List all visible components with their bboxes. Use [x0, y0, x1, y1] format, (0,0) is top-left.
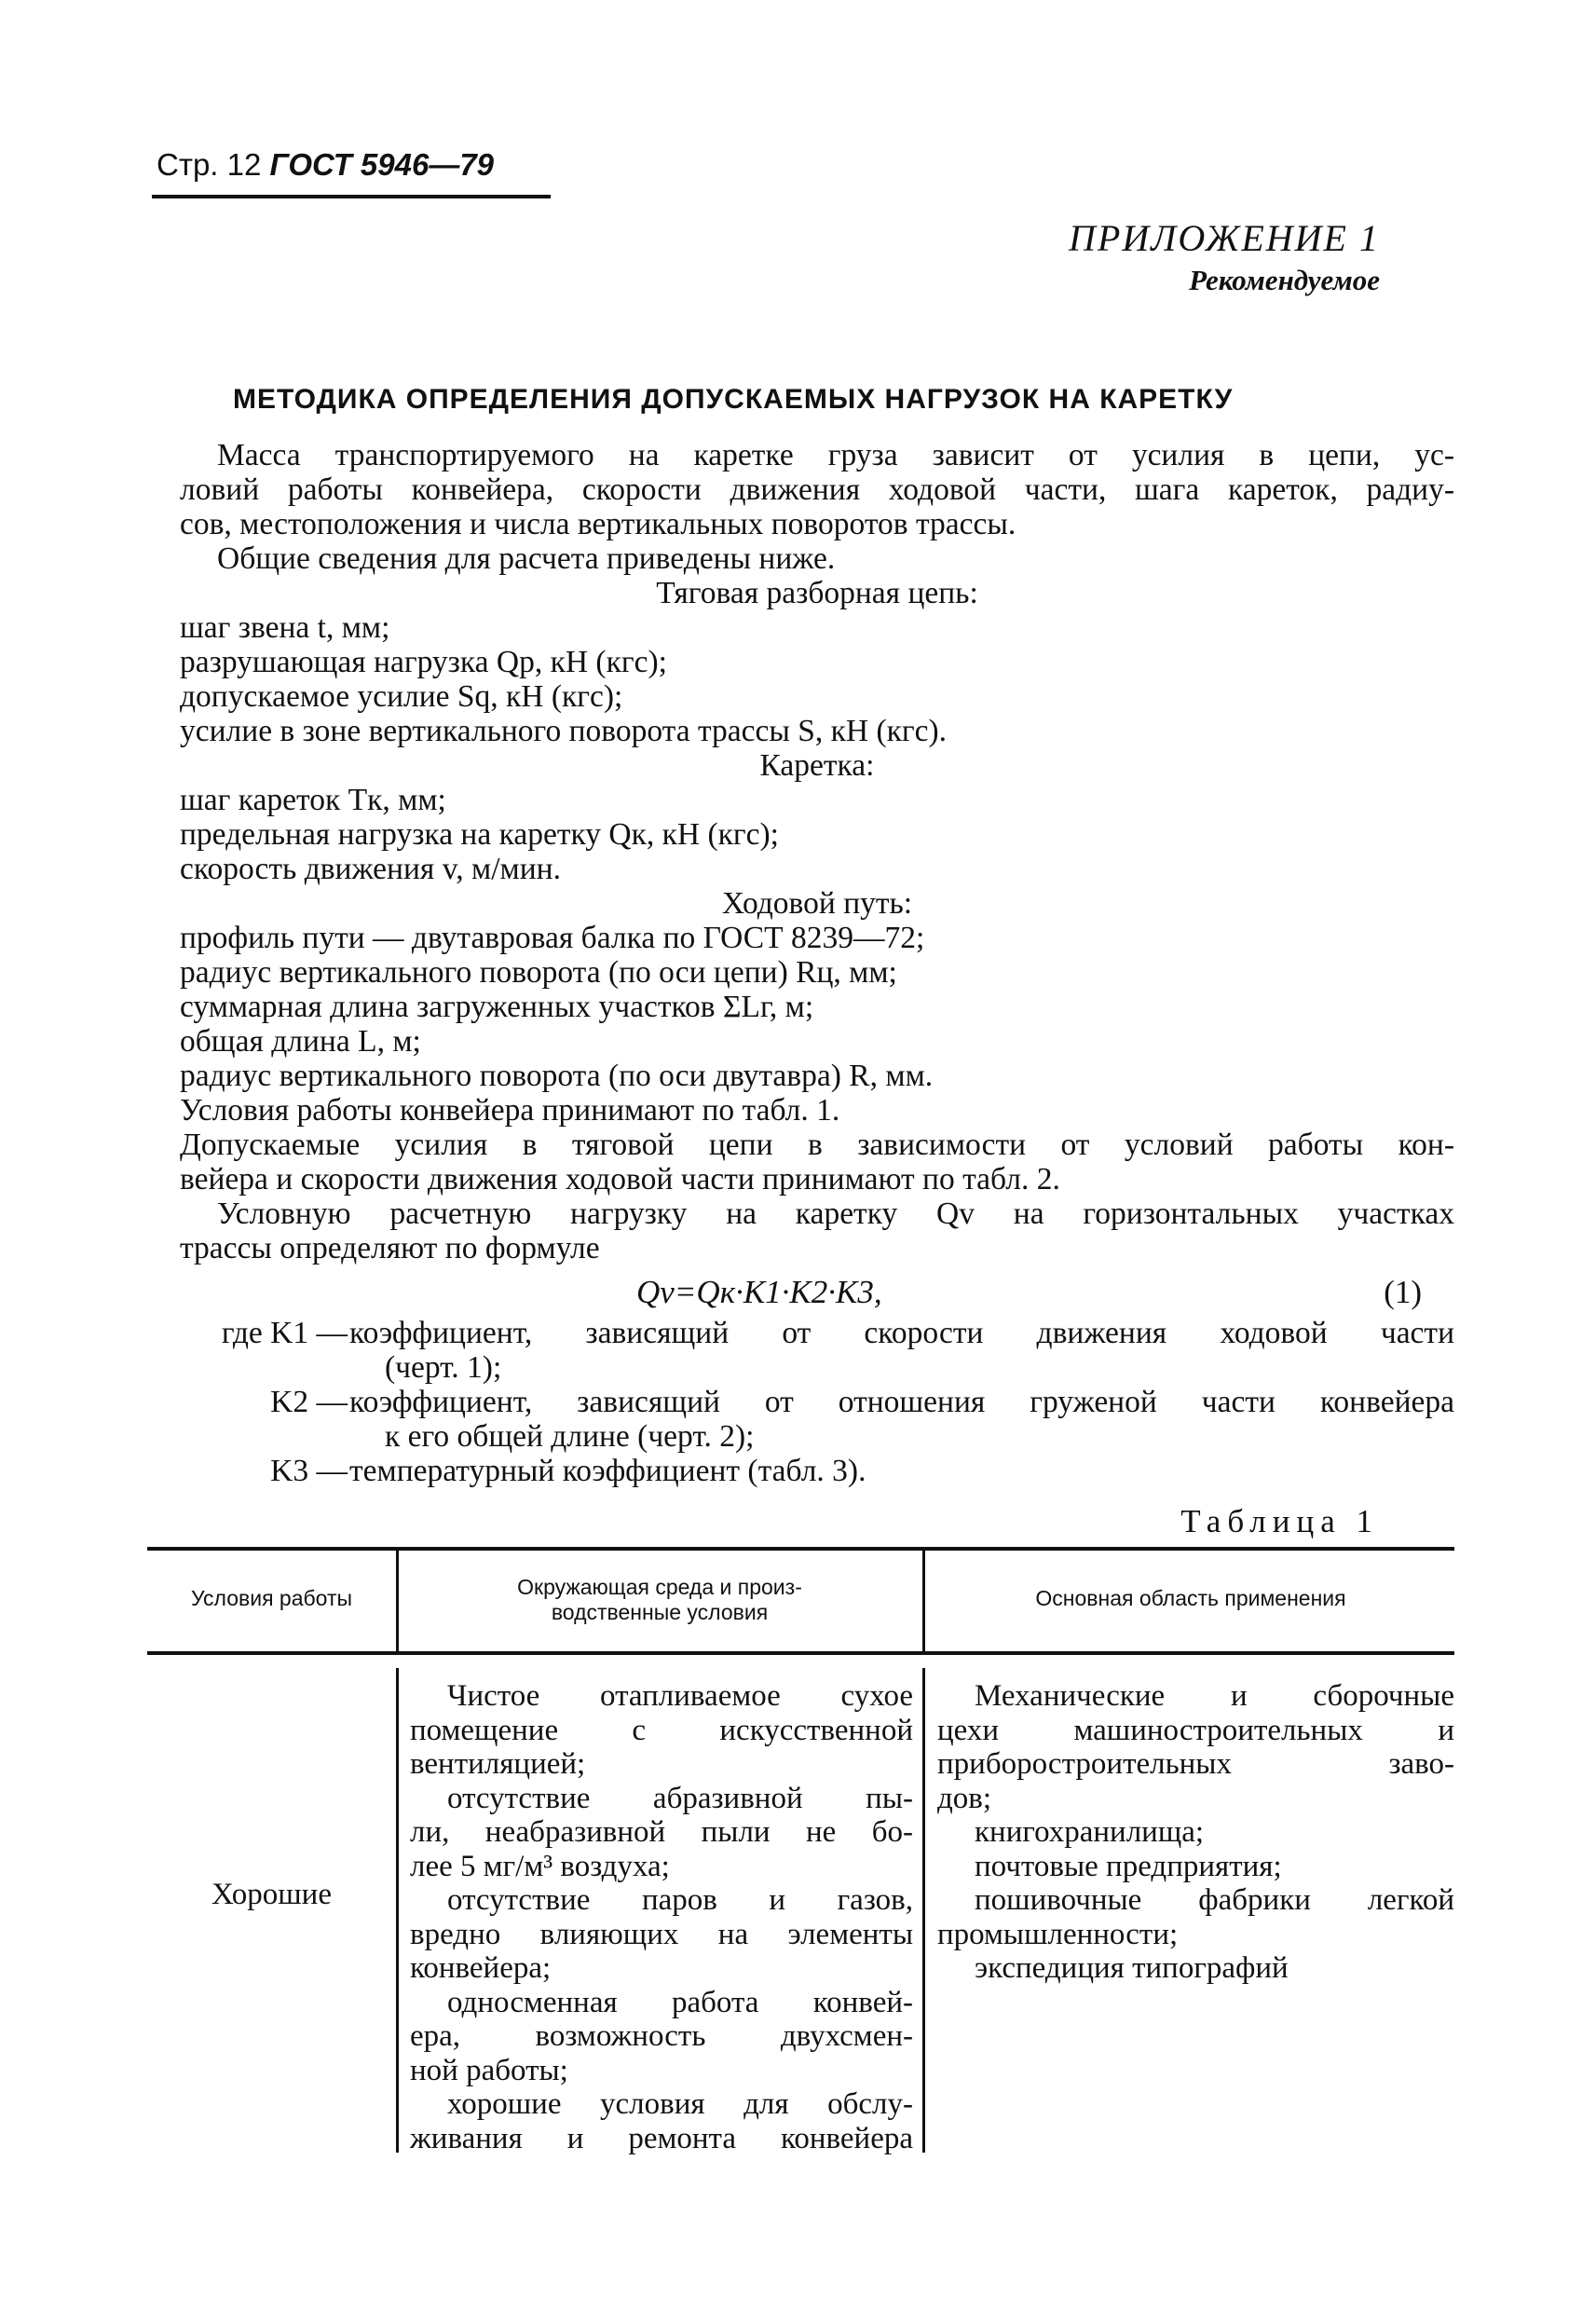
- where-k3: [180, 1454, 1454, 1488]
- track-item: радиус вертикального поворота (по оси двутавра) R, мм.: [180, 1059, 934, 1093]
- env-line: ера, возможность двухсмен-: [410, 2019, 913, 2053]
- table-divider: [922, 1551, 925, 1651]
- paragraph-line: вейера и скорости движения ходовой части принимают по табл. 2.: [180, 1162, 1060, 1197]
- track-item: общая длина L, м;: [180, 1024, 421, 1059]
- header-environment-line: Окружающая среда и произ-: [517, 1575, 802, 1599]
- area-line: экспедиция типографий: [975, 1951, 1289, 1985]
- table-title: Таблица 1: [1180, 1503, 1379, 1539]
- intro-line: Масса транспортируемого на каретке груза зависит от усилия в цепи, ус-: [217, 438, 1454, 472]
- env-line: Чистое отапливаемое сухое: [447, 1679, 913, 1713]
- k1-continuation: (черт. 1);: [385, 1350, 502, 1385]
- intro-line: сов, местоположения и числа вертикальных поворотов трассы.: [180, 507, 1016, 541]
- chain-item: допускаемое усилие Sq, кН (кгс);: [180, 679, 623, 714]
- cell-environment: [410, 1679, 913, 2155]
- area-line: Механические и сборочные: [975, 1679, 1454, 1713]
- header-application: Основная область применения: [1035, 1586, 1346, 1610]
- env-line: отсутствие паров и газов,: [447, 1883, 913, 1917]
- table-divider: [396, 1668, 399, 2153]
- header-conditions: Условия работы: [190, 1586, 353, 1610]
- track-heading: Ходовой путь:: [721, 886, 913, 921]
- header-rule: [152, 195, 551, 198]
- env-line: ной работы;: [410, 2053, 568, 2087]
- chain-item: усилие в зоне вертикального поворота трассы S, кН (кгс).: [180, 714, 948, 748]
- track-item: радиус вертикального поворота (по оси цепи) Rц, мм;: [180, 955, 897, 990]
- env-line: хорошие условия для обслу-: [447, 2087, 913, 2121]
- paragraph-line: Условную расчетную нагрузку на каретку Qv на горизонтальных участках: [217, 1197, 1454, 1231]
- env-line: вредно влияющих на элементы: [410, 1917, 913, 1951]
- where-k1: [180, 1316, 1454, 1385]
- where-k2: [180, 1385, 1454, 1454]
- k1-text: коэффициент, зависящий от скорости движения ходовой части: [349, 1316, 1454, 1350]
- area-line: дов;: [937, 1781, 992, 1815]
- conditions-table: [147, 1547, 1454, 2162]
- env-line: отсутствие абразивной пы-: [447, 1781, 913, 1815]
- appendix-title: ПРИЛОЖЕНИЕ 1: [1069, 217, 1380, 259]
- chain-item: разрушающая нагрузка Qр, кН (кгс);: [180, 645, 667, 679]
- k2-continuation: к его общей длине (черт. 2);: [385, 1419, 755, 1454]
- appendix-block: [1069, 216, 1380, 297]
- gost-number: ГОСТ 5946—79: [269, 147, 495, 182]
- formula-number: (1): [1384, 1274, 1422, 1310]
- chain-heading: Тяговая разборная цепь:: [656, 576, 978, 610]
- paragraph-line: Допускаемые усилия в тяговой цепи в зависимости от условий работы кон-: [180, 1128, 1454, 1162]
- track-item: суммарная длина загруженных участков ΣLг, м;: [180, 990, 814, 1024]
- area-line: пошивочные фабрики легкой: [975, 1883, 1454, 1917]
- env-line: односменная работа конвей-: [447, 1985, 913, 2019]
- intro-line: Общие сведения для расчета приведены ниже.: [217, 541, 836, 576]
- env-line: конвейера;: [410, 1951, 552, 1985]
- area-line: книгохранилища;: [975, 1815, 1205, 1849]
- appendix-subtitle: Рекомендуемое: [1189, 264, 1380, 296]
- carriage-item: предельная нагрузка на каретку Qк, кН (кгс);: [180, 817, 779, 852]
- paragraph-line: Условия работы конвейера принимают по табл. 1.: [180, 1093, 840, 1128]
- env-line: лее 5 мг/м³ воздуха;: [410, 1849, 670, 1883]
- table-top-rule: [147, 1547, 1454, 1551]
- formula-block: [180, 1269, 1454, 1314]
- env-line: живания и ремонта конвейера: [410, 2121, 913, 2155]
- body-text: [180, 438, 1454, 1488]
- table-divider: [922, 1668, 925, 2153]
- header-environment: [403, 1575, 916, 1625]
- env-line: вентиляцией;: [410, 1747, 586, 1781]
- section-title: МЕТОДИКА ОПРЕДЕЛЕНИЯ ДОПУСКАЕМЫХ НАГРУЗОК НА КАРЕТКУ: [233, 384, 1234, 415]
- k2-label: K2 —: [270, 1385, 348, 1419]
- cell-condition: Хорошие: [211, 1878, 332, 1911]
- carriage-item: шаг кареток Tк, мм;: [180, 783, 446, 817]
- table-divider: [396, 1551, 399, 1651]
- env-line: ли, неабразивной пыли не бо-: [410, 1815, 913, 1849]
- env-line: помещение с искусственной: [410, 1713, 913, 1747]
- table-header-rule: [147, 1651, 1454, 1655]
- page-number: Стр. 12: [157, 147, 262, 182]
- area-line: цехи машиностроительных и: [937, 1713, 1454, 1747]
- k3-text: температурный коэффициент (табл. 3).: [349, 1454, 866, 1488]
- header-environment-line: водственные условия: [551, 1600, 769, 1624]
- paragraph-line: трассы определяют по формуле: [180, 1231, 600, 1265]
- area-line: почтовые предприятия;: [975, 1849, 1282, 1883]
- track-item: профиль пути — двутавровая балка по ГОСТ 8239—72;: [180, 921, 925, 955]
- formula-expression: Qv=Qк·K1·K2·K3,: [636, 1274, 882, 1310]
- k3-label: K3 —: [270, 1454, 348, 1488]
- area-line: промышленности;: [937, 1917, 1179, 1951]
- chain-item: шаг звена t, мм;: [180, 610, 390, 645]
- carriage-item: скорость движения v, м/мин.: [180, 852, 561, 886]
- carriage-heading: Каретка:: [759, 748, 875, 783]
- cell-application: [937, 1679, 1454, 1986]
- k1-label: где K1 —: [221, 1316, 348, 1350]
- intro-line: ловий работы конвейера, скорости движения ходовой части, шага кареток, радиу-: [180, 472, 1454, 507]
- k2-text: коэффициент, зависящий от отношения груженой части конвейера: [349, 1385, 1454, 1419]
- area-line: приборостроительных заво-: [937, 1747, 1454, 1781]
- page-header: [157, 147, 494, 183]
- where-block: [180, 1316, 1454, 1488]
